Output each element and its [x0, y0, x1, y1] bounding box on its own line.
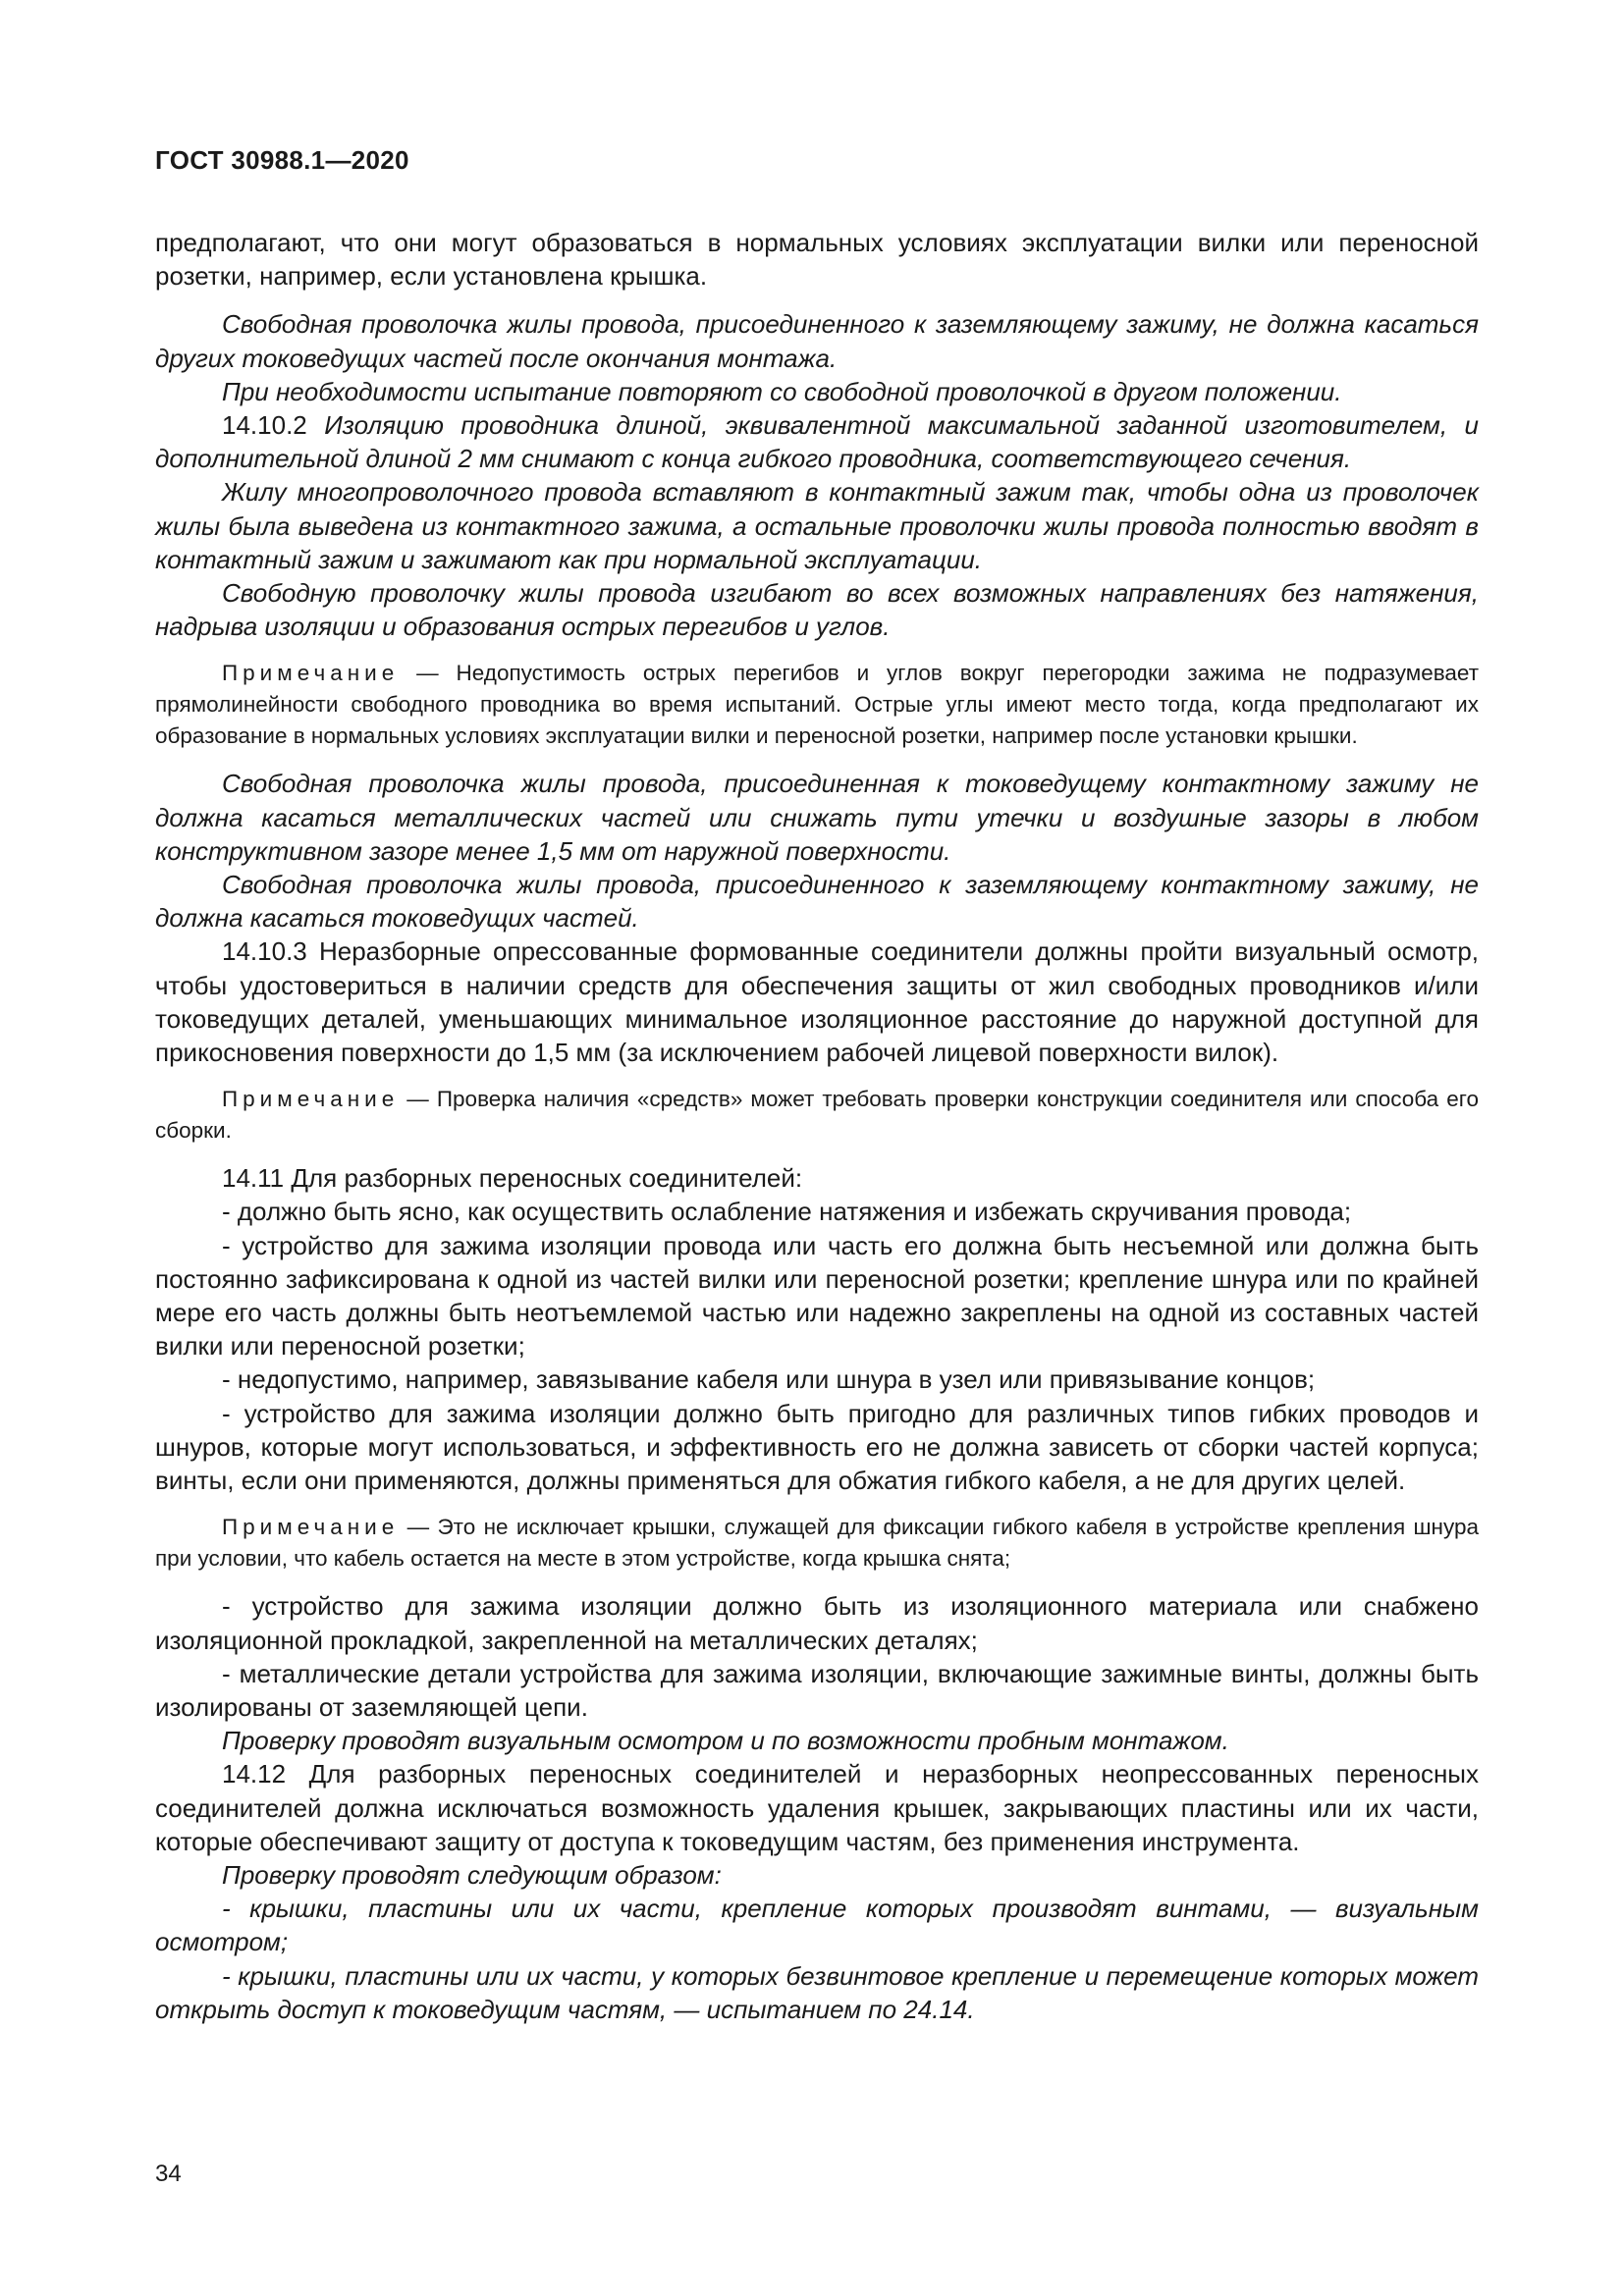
paragraph-repeat-test: При необходимости испытание повторяют со свободной проволочкой в другом положении. [222, 376, 1342, 406]
paragraph-14-10-3: 14.10.3 Неразборные опрессованные формованные соединители должны пройти визуальный осмотр, чтобы удостовериться в наличии средств для обеспечения защиты от жил свободных проводников и/или токоведущих деталей, уменьшающих минимальное изоляционное расстояние до наружной доступной для прикосновения поверхности до 1,5 мм (за исключением рабочей лицевой поверхности вилок). [155, 936, 1479, 1068]
list-item-metal-parts-insulated: - металлические детали устройства для зажима изоляции, включающие зажимные винты, должны быть изолированы от заземляющей цепи. [155, 1658, 1479, 1722]
paragraph-earth-terminal-wire: Свободная проволочка жилы провода, присоединенного к заземляющему контактному зажиму, не должна касаться токоведущих частей. [155, 870, 1479, 934]
document-body [155, 226, 1479, 2026]
note-means-check [155, 1084, 1479, 1147]
paragraph-earth-wire-requirement: Свободная проволочка жилы провода, присоединенного к заземляющему зажиму, не должна касаться других токоведущих частей после окончания монтажа. [155, 309, 1479, 373]
paragraph-check-method: Проверку проводят следующим образом: [222, 1859, 722, 1890]
page-number: 34 [155, 2161, 182, 2187]
paragraph-visual-check: Проверку проводят визуальным осмотром и по возможности пробным монтажом. [222, 1726, 1229, 1756]
paragraph-bend-wire: Свободную проволочку жилы провода изгибают во всех возможных направлениях без натяжения, надрыва изоляции и образования острых перегибов и углов. [155, 578, 1479, 642]
list-item-strain-relief: - должно быть ясно, как осуществить ослабление натяжения и избежать скручивания провода; [222, 1197, 1352, 1227]
note-label: Примечание [222, 661, 400, 686]
paragraph-14-11: 14.11 Для разборных переносных соединителей: [222, 1163, 803, 1194]
list-item-screw-fixed-covers: - крышки, пластины или их части, крепление которых производят винтами, — визуальным осмотром; [155, 1894, 1479, 1957]
paragraph-continuation: предполагают, что они могут образоваться в нормальных условиях эксплуатации вилки или переносной розетки, например, если установлена крышка. [155, 228, 1479, 292]
clause-text-14-10-2: Изоляцию проводника длиной, эквивалентной максимальной заданной изготовителем, и дополнительной длиной 2 мм снимают с конца гибкого проводника, соответствующего сечения. [155, 410, 1479, 474]
note-text: — Недопустимость острых перегибов и углов вокруг перегородки зажима не подразумевает прямолинейности свободного проводника во время испытаний. Острые углы имеют место тогда, когда предполагают их образование в нормальных условиях эксплуатации вилки и переносной розетки, например после установки крышки. [155, 661, 1479, 749]
paragraph-14-10-2 [155, 408, 1479, 475]
note-cover-cord [155, 1512, 1479, 1575]
list-item-cord-anchorage-fixed: - устройство для зажима изоляции провода или часть его должна быть несъемной или должна быть постоянно зафиксирована к одной из частей вилки или переносной розетки; крепление шнура или по крайней мере его часть должны быть неотъемлемой частью или надежно закреплены на одной из составных частей вилки или переносной розетки; [155, 1230, 1479, 1362]
paragraph-live-terminal-wire: Свободная проволочка жилы провода, присоединенная к токоведущему контактному зажиму не должна касаться металлических частей или снижать пути утечки и воздушные зазоры в любом конструктивном зазоре менее 1,5 мм от наружной поверхности. [155, 769, 1479, 866]
note-text: — Это не исключает крышки, служащей для фиксации гибкого кабеля в устройстве крепления шнура при условии, что кабель остается на месте в этом устройстве, когда крышка снята; [155, 1515, 1479, 1572]
note-label: Примечание [222, 1087, 400, 1112]
note-label: Примечание [222, 1515, 400, 1540]
document-code-header: ГОСТ 30988.1—2020 [155, 145, 409, 175]
paragraph-stranded-wire: Жилу многопроволочного провода вставляют в контактный зажим так, чтобы одна из проволочек жилы была выведена из контактного зажима, а остальные проволочки жилы провода полностью вводят в контактный зажим и зажимают как при нормальной эксплуатации. [155, 477, 1479, 574]
list-item-cord-types: - устройство для зажима изоляции должно быть пригодно для различных типов гибких проводов и шнуров, которые могут использоваться, и эффективность его не должна зависеть от сборки частей корпуса; винты, если они применяются, должны применяться для обжатия гибкого кабеля, а не для других целей. [155, 1398, 1479, 1496]
paragraph-14-12: 14.12 Для разборных переносных соединителей и неразборных неопрессованных переносных соединителей должна исключаться возможность удаления крышек, закрывающих пластины или их части, которые обеспечивают защиту от доступа к токоведущим частям, без применения инструмента. [155, 1759, 1479, 1856]
list-item-no-knots: - недопустимо, например, завязывание кабеля или шнура в узел или привязывание концов; [222, 1364, 1316, 1395]
note-text: — Проверка наличия «средств» может требовать проверки конструкции соединителя или способа его сборки. [155, 1087, 1479, 1144]
clause-number-14-10-2: 14.10.2 [222, 410, 325, 441]
list-item-insulating-material: - устройство для зажима изоляции должно быть из изоляционного материала или снабжено изоляционной прокладкой, закрепленной на металлических деталях; [155, 1591, 1479, 1655]
list-item-screwless-covers: - крышки, пластины или их части, у которых безвинтовое крепление и перемещение которых может открыть доступ к токоведущим частям, — испытанием по 24.14. [155, 1960, 1479, 2024]
note-sharp-bends [155, 658, 1479, 752]
